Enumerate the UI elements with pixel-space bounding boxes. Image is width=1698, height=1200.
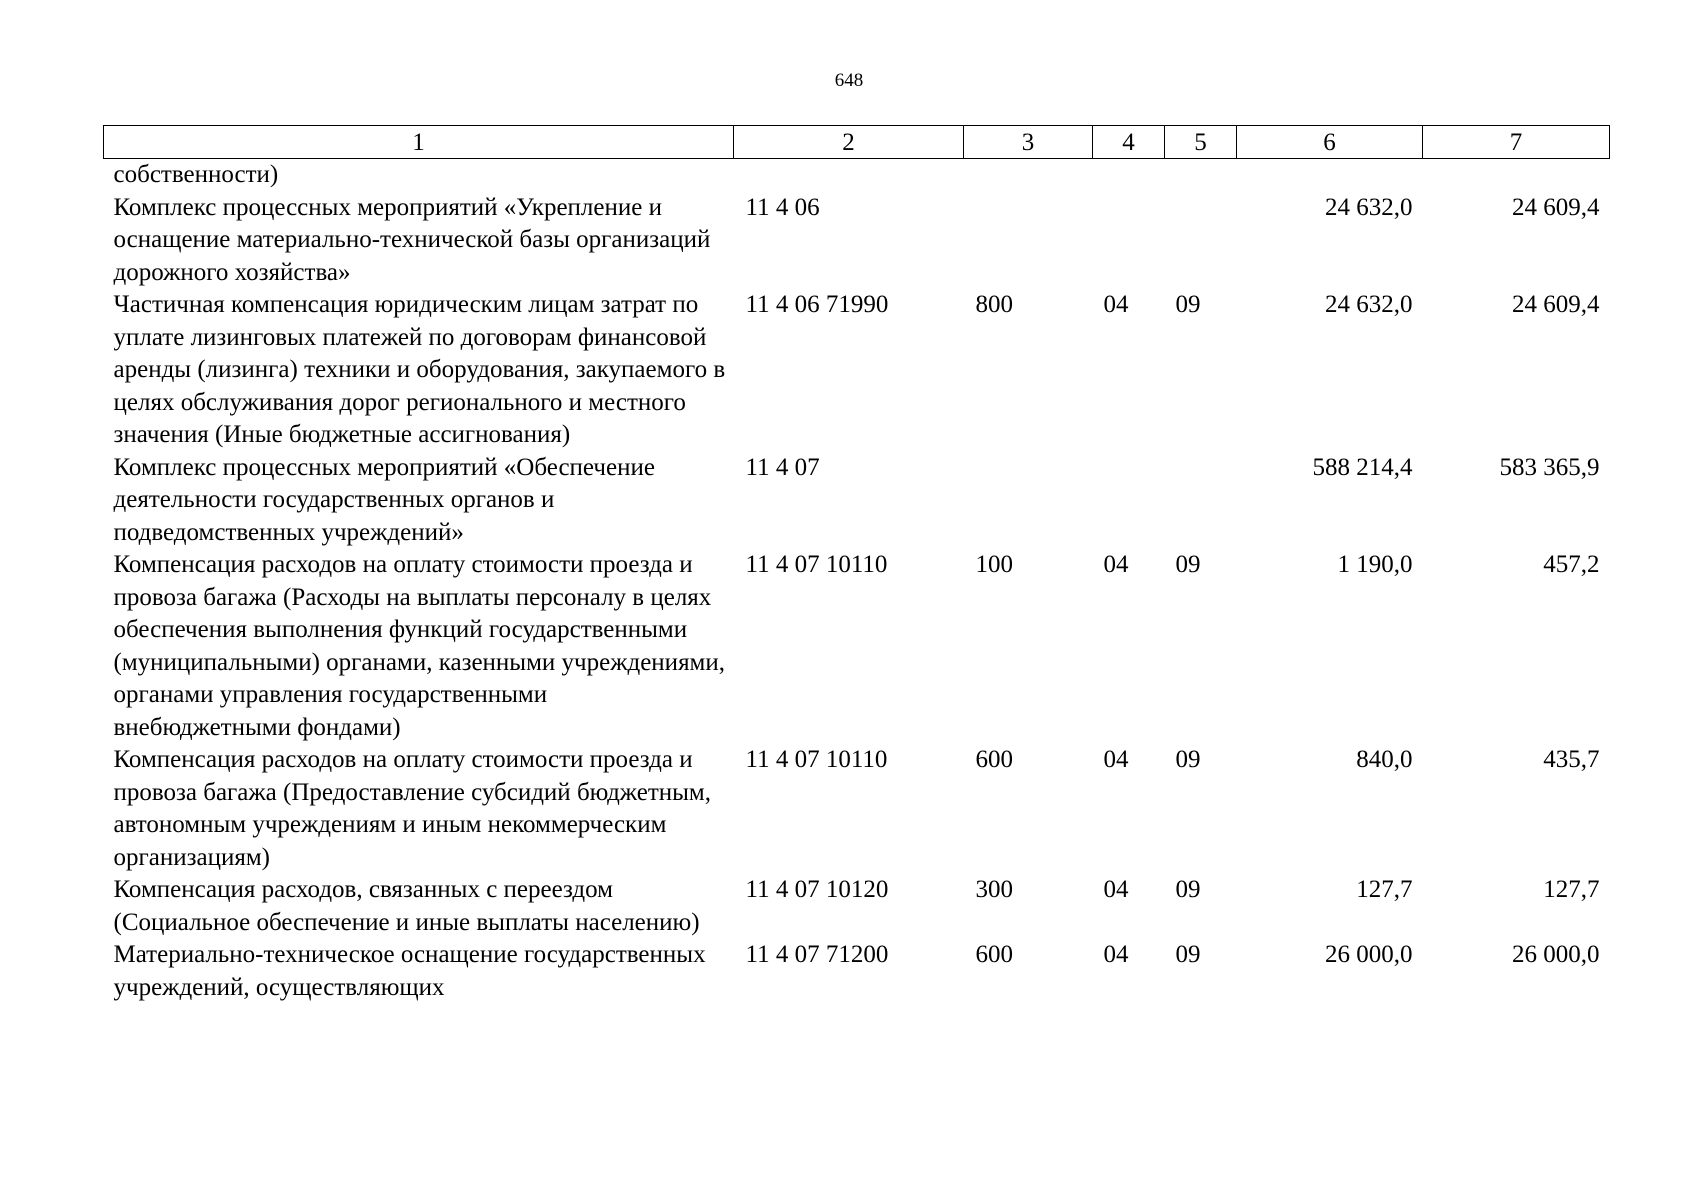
row-name: собственности) (113, 161, 279, 188)
row-section (1093, 159, 1165, 192)
row-expense-type: 800 (975, 291, 1013, 318)
column-header-5: 5 (1165, 126, 1237, 159)
row-subsection: 09 (1175, 746, 1201, 773)
row-subsection (1165, 452, 1237, 550)
row-section: 04 (1103, 941, 1129, 968)
row-name: Частичная компенсация юридическим лицам затрат по уплате лизинговых платежей по договорам финансовой аренды (лизинга) техники и оборудования, закупаемого в целях обслуживания дорог регионального и местного значения (Иные бюджетные ассигнования) (113, 291, 726, 448)
row-name: Комплекс процессных мероприятий «Укрепление и оснащение материально-технической базы организаций дорожного хозяйства» (113, 193, 711, 286)
row-amount-7: 583 365,9 (1499, 453, 1600, 481)
row-section: 04 (1103, 746, 1129, 773)
column-header-4: 4 (1093, 126, 1165, 159)
row-section: 04 (1103, 551, 1129, 578)
table-row (104, 549, 1610, 744)
row-code: 11 4 07 (745, 453, 820, 481)
row-section (1093, 192, 1165, 290)
row-amount-7: 24 609,4 (1512, 291, 1600, 318)
row-expense-type (964, 159, 1093, 192)
column-header-7: 7 (1423, 126, 1610, 159)
row-expense-type (964, 192, 1093, 290)
table-header (104, 126, 1610, 159)
row-amount-7: 457,2 (1543, 551, 1600, 578)
row-amount-6: 1 190,0 (1337, 551, 1413, 578)
table-row (104, 744, 1610, 874)
row-section: 04 (1103, 291, 1129, 318)
row-code: 11 4 07 10120 (745, 876, 889, 903)
column-header-3: 3 (964, 126, 1093, 159)
row-subsection: 09 (1175, 291, 1201, 318)
table-row (104, 289, 1610, 452)
row-code: 11 4 06 71990 (745, 291, 889, 318)
row-code: 11 4 06 (745, 193, 820, 221)
row-amount-6: 24 632,0 (1325, 291, 1413, 318)
table-row (104, 874, 1610, 939)
row-code (734, 159, 964, 192)
row-name: Комплекс процессных мероприятий «Обеспечение деятельности государственных органов и подведомственных учреждений» (113, 453, 655, 546)
column-header-1: 1 (104, 126, 734, 159)
row-name: Компенсация расходов, связанных с переездом (Социальное обеспечение и иные выплаты населению) (113, 876, 700, 936)
header-row (104, 126, 1610, 159)
row-amount-6: 26 000,0 (1325, 941, 1413, 968)
row-name: Материально-техническое оснащение государственных учреждений, осуществляющих (113, 941, 706, 1001)
row-amount-6 (1237, 159, 1423, 192)
row-subsection: 09 (1175, 876, 1201, 903)
page-number: 648 (834, 70, 864, 91)
column-header-2: 2 (734, 126, 964, 159)
table-row (104, 452, 1610, 550)
column-header-6: 6 (1237, 126, 1423, 159)
row-expense-type (964, 452, 1093, 550)
row-amount-6: 840,0 (1356, 746, 1413, 773)
row-expense-type: 600 (975, 746, 1013, 773)
row-amount-7 (1423, 159, 1610, 192)
table-body (104, 159, 1610, 1005)
row-expense-type: 100 (975, 551, 1013, 578)
row-code: 11 4 07 10110 (745, 746, 888, 773)
row-subsection: 09 (1175, 941, 1201, 968)
row-amount-7: 435,7 (1543, 746, 1600, 773)
row-name: Компенсация расходов на оплату стоимости проезда и провоза багажа (Предоставление субсидий бюджетным, автономным учреждениям и иным некоммерческим организациям) (113, 746, 711, 871)
row-amount-7: 24 609,4 (1512, 193, 1600, 221)
row-amount-7: 127,7 (1543, 876, 1600, 903)
budget-table (103, 125, 1610, 1004)
table-row (104, 192, 1610, 290)
row-expense-type: 300 (975, 876, 1013, 903)
row-code: 11 4 07 71200 (745, 941, 889, 968)
row-subsection (1165, 159, 1237, 192)
row-subsection (1165, 192, 1237, 290)
row-subsection: 09 (1175, 551, 1201, 578)
row-name: Компенсация расходов на оплату стоимости проезда и провоза багажа (Расходы на выплаты персоналу в целях обеспечения выполнения функций государственными (муниципальными) органами, казенными учреждениями, органами управления государственными внебюджетными фондами) (113, 551, 726, 741)
table-row (104, 159, 1610, 192)
row-section (1093, 452, 1165, 550)
row-expense-type: 600 (975, 941, 1013, 968)
table-row (104, 939, 1610, 1004)
row-code: 11 4 07 10110 (745, 551, 888, 578)
row-amount-6: 127,7 (1356, 876, 1413, 903)
row-amount-6: 588 214,4 (1312, 453, 1413, 481)
row-section: 04 (1103, 876, 1129, 903)
row-amount-6: 24 632,0 (1325, 193, 1413, 221)
row-amount-7: 26 000,0 (1512, 941, 1600, 968)
